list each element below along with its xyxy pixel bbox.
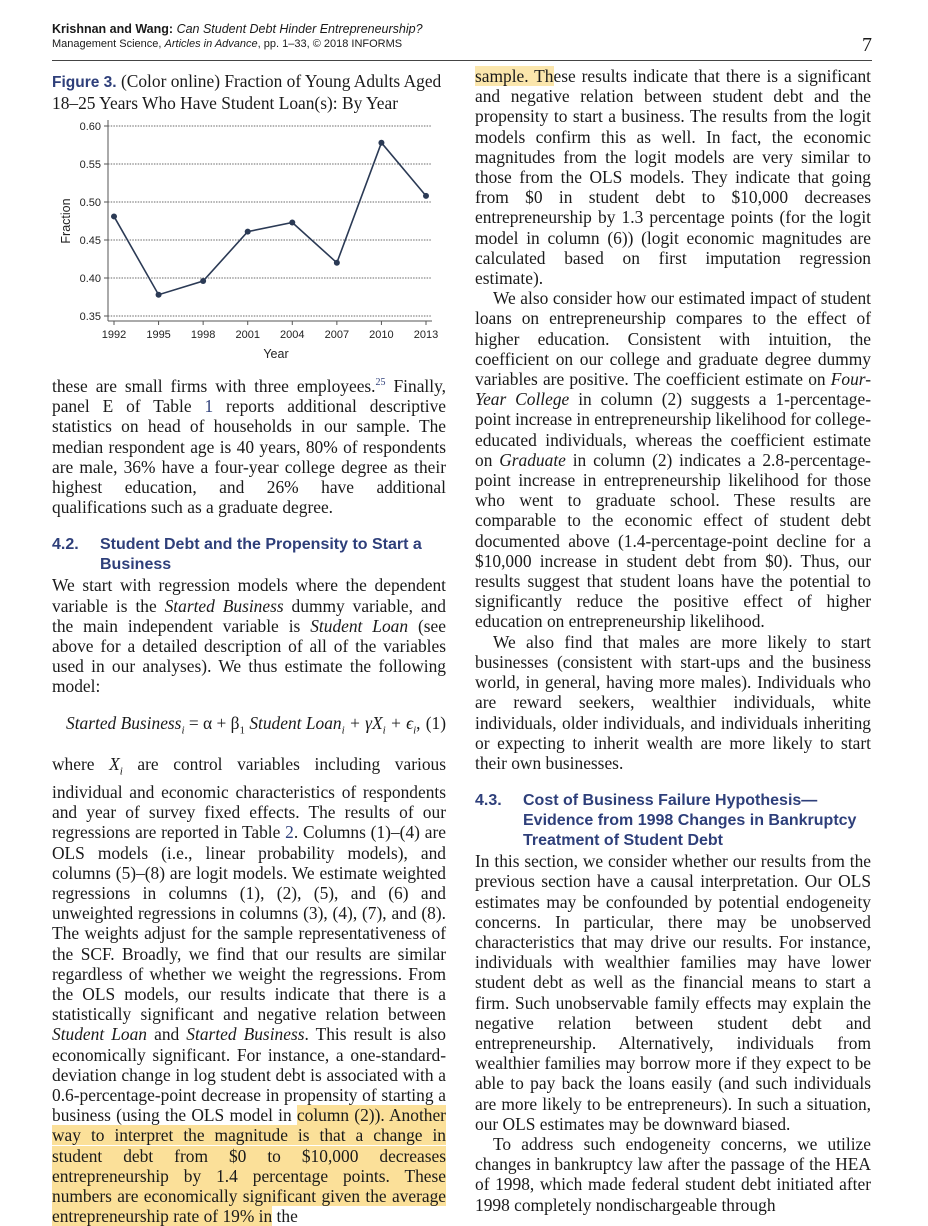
paragraph-males: We also find that males are more likely to start businesses (consistent with start-ups and the business world, in general, having more males). Individuals who are reward seekers, wealthier individuals, white individuals, older individuals, and individuals inheriting or expecting to inherit wealth are more likely to start their own businesses.	[475, 631, 871, 773]
text-run: (see above for a detailed description of all of the variables used in our analyses). We thus estimate the following model:	[52, 615, 446, 697]
data-line	[114, 143, 426, 295]
text-run: . Columns (1)–(4) are OLS models (i.e., linear probability models), and columns (5)–(8) are logit models. We estimate weighted regressions in columns (1), (2), (5), and (6) and unweighted regressions in columns (3), (4), (7), and (8). The weights adjust for the sample representativeness of the SCF. Broadly, we find that our results are similar regardless of whether we weight the regressions. From the OLS models, our results indicate that there is a statistically significant and negative relation between	[52, 822, 446, 1025]
figure-caption	[52, 71, 446, 113]
page-number: 7	[862, 34, 872, 56]
eq-subscript: i	[181, 724, 185, 737]
y-tick-label: 0.40	[79, 273, 101, 285]
data-point	[423, 193, 429, 199]
y-tick-label: 0.35	[79, 311, 101, 323]
x-tick-label: 1998	[190, 329, 216, 341]
right-column	[475, 66, 871, 1215]
x-tick-label: 2001	[235, 329, 260, 341]
header-journal: Management Science,	[52, 38, 162, 50]
y-axis-label: Fraction	[59, 198, 73, 244]
y-tick-label: 0.50	[79, 197, 101, 209]
variable-name: Student Loan	[310, 615, 409, 636]
equation-number: (1)	[425, 712, 446, 733]
equation-body	[66, 713, 421, 741]
left-column	[52, 376, 446, 1226]
header-journal-series: Articles in Advance	[164, 38, 258, 50]
x-tick-label: 2010	[369, 329, 394, 341]
equation-1	[52, 713, 446, 741]
text-run: in column (2) suggests a 1-percentage-point increase in entrepreneurship likelihood for college-educated individuals, whereas the coefficient estimate on	[475, 389, 872, 470]
table-1-link[interactable]: 1	[204, 396, 214, 417]
eq-term: ,	[416, 712, 421, 733]
variable-name: Graduate	[499, 449, 566, 470]
text-run: and	[147, 1024, 187, 1045]
x-tick-label: 1995	[146, 329, 171, 341]
variable-name: Started Business	[186, 1024, 305, 1045]
header-journal-rest: , pp. 1–33, © 2018 INFORMS	[257, 38, 403, 50]
table-2-link[interactable]: 2	[285, 822, 294, 843]
figure-label: Figure 3.	[52, 74, 117, 91]
y-tick-label: 0.45	[79, 235, 101, 247]
eq-subscript: i	[382, 724, 386, 737]
data-point	[156, 292, 162, 298]
text-run: We also consider how our estimated impact of student loans on entrepreneurship compares to the effect of higher education. Consistent with intuition, the coefficient on our college and graduate degree dummy variables are positive. The coefficient estimate on	[475, 288, 871, 390]
eq-term: + γX	[344, 712, 383, 733]
running-header	[52, 22, 872, 56]
data-point	[289, 220, 295, 226]
eq-subscript: 1	[239, 724, 245, 737]
section-number: 4.2.	[52, 536, 79, 554]
data-point	[378, 140, 384, 146]
section-title: Cost of Business Failure Hypothesis—Evidence from 1998 Changes in Bankruptcy Treatment of Student Debt	[523, 792, 857, 850]
paragraph-significance	[475, 66, 871, 288]
eq-subscript: i	[413, 724, 417, 737]
section-heading-4-2	[52, 535, 446, 575]
header-title-line	[52, 22, 872, 37]
x-tick-label: 2004	[280, 329, 305, 341]
text-run: the	[272, 1206, 298, 1226]
x-tick-label: 1992	[101, 329, 127, 341]
y-tick-label: 0.60	[79, 121, 101, 133]
data-point	[245, 229, 251, 235]
text-run: in column (2) indicates a 2.8-percentage-point increase in entrepreneurship likelihood for those who went to graduate school. These results are comparable to the economic effect of student debt documented above (1.4-percentage-point decline for a $10,000 increase in student debt from $0). Thus, our results suggest that student loans have the potential to significantly reduce the positive effect of higher education on entrepreneurship likelihood.	[475, 449, 871, 632]
paragraph-results	[52, 754, 446, 1226]
text-run: dummy variable, and the main independent variable is	[52, 595, 446, 636]
data-point	[111, 213, 117, 219]
variable-name: Started Business	[164, 595, 284, 616]
x-axis-label: Year	[263, 347, 289, 361]
paragraph-endogeneity: To address such endogeneity concerns, we utilize changes in bankruptcy law after the passage of the HEA of 1998, which made federal student debt initiated after 1998 completely nondischargeable through	[475, 1133, 871, 1215]
section-title: Student Debt and the Propensity to Start a Business	[100, 536, 422, 574]
subscript-i: i	[119, 765, 123, 778]
line-chart	[52, 112, 452, 367]
text-run: Finally, panel E of Table	[52, 376, 447, 417]
header-authors: Krishnan and Wang:	[52, 22, 174, 36]
section-number: 4.3.	[475, 792, 502, 810]
data-point	[200, 278, 206, 284]
variable-name: Four-Year College	[475, 369, 871, 410]
footnote-25-link[interactable]: 25	[375, 377, 386, 389]
text-run: are control variables including various individual and economic characteristics of respondents and year of survey fixed effects. The results of our regressions are reported in Table	[52, 754, 446, 843]
header-journal-line	[52, 37, 872, 52]
x-tick-label: 2013	[413, 329, 439, 341]
text-run: reports additional descriptive statistics on head of households in our sample. The median respondent age is 40 years, 80% of respondents are male, 36% have a four-year college degree as their highest education, and 26% have additional qualifications such as a graduate degree.	[52, 396, 446, 518]
chart-canvas	[52, 112, 452, 367]
text-run: We start with regression models where the dependent variable is the	[52, 575, 446, 616]
eq-term: + ϵ	[385, 712, 414, 733]
highlighted-passage[interactable]: column (2)). Another way to interpret the magnitude is that a change in student debt from $0 to $10,000 decreases entrepreneurship by 1.4 percentage points. These numbers are economically significant given the average entrepreneurship rate of 19% in	[52, 1105, 446, 1226]
header-rule	[52, 60, 872, 61]
x-tick-label: 2007	[324, 329, 350, 341]
header-article-title: Can Student Debt Hinder Entrepreneurship?	[176, 22, 423, 36]
text-run: these are small firms with three employees.	[52, 376, 376, 396]
text-run: where	[52, 754, 110, 775]
highlighted-passage[interactable]: sample. Th	[475, 66, 554, 86]
variable-name: X	[109, 754, 120, 775]
variable-name: Student Loan	[52, 1024, 148, 1045]
y-tick-label: 0.55	[79, 159, 101, 171]
data-point	[334, 260, 340, 266]
paragraph-causal: In this section, we consider whether our results from the previous section have a causal interpretation. Our OLS estimates may be confounded by potential endogeneity concerns. In particular, there may be unobserved characteristics that may drive our results. For instance, individuals with wealthier families may have lower student debt as well as the financial means to start a firm. Such unobservable family effects may explain the negative relation between student debt and entrepreneurship. Alternatively, individuals from wealthier families may borrow more if they expect to be able to pay back the loans easily (and such individuals are more likely to be entrepreneurs). In such a situation, our OLS estimates may be downward biased.	[475, 851, 871, 1134]
eq-term: Student Loan	[244, 712, 342, 733]
figure-caption-text: (Color online) Fraction of Young Adults Aged 18–25 Years Who Have Student Loan(s): By Year	[52, 71, 442, 113]
eq-term: = α + β	[184, 712, 240, 733]
paragraph-regression-models	[52, 575, 446, 696]
text-run: . This result is also economically significant. For instance, a one-standard-deviation change in log student debt is associated with a 0.6-percentage-point decrease in propensity of starting a business (using the OLS model in	[52, 1024, 447, 1126]
section-heading-4-3	[475, 791, 871, 851]
eq-term: Started Business	[66, 712, 182, 733]
paragraph-panel-e	[52, 376, 446, 517]
paragraph-higher-education	[475, 288, 871, 631]
eq-subscript: i	[341, 724, 345, 737]
text-run: ese results indicate that there is a significant and negative relation between student debt and the propensity to start a business. The results from the logit models confirm this as well. In fact, the economic magnitudes from the logit models are very similar to those from the OLS models. They indicate that going from $0 in student debt to $10,000 decreases entrepreneurship by 1.3 percentage points (for the logit model in column (6)) (logit economic magnitudes are calculated based on first imputation regression estimate).	[475, 66, 871, 289]
